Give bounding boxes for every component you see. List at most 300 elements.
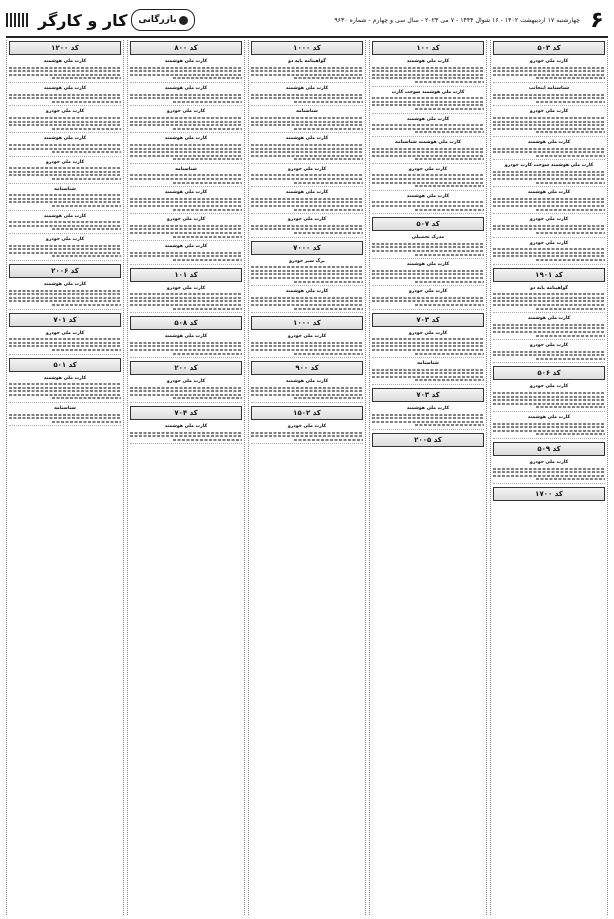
- ad-text-line: [493, 392, 605, 394]
- ad-text-line: [372, 151, 484, 153]
- ad-text-line: [130, 345, 242, 347]
- ad-text-line: [130, 144, 242, 146]
- classified-ad: [493, 139, 605, 160]
- ad-title: کارت ملی هوشمند سوخت کارت خودرو: [504, 163, 594, 169]
- ad-text-line: [251, 174, 363, 176]
- ad-text-line: [251, 387, 363, 389]
- ad-title: کارت ملی خودرو: [408, 330, 448, 336]
- ad-text-line: [372, 297, 484, 299]
- ad-text-line: [251, 74, 363, 76]
- ad-title: کارت ملی هوشمند: [406, 59, 450, 64]
- code-header: کد ۵۰۶: [493, 366, 605, 380]
- ad-title: کارت ملی هوشمند: [43, 213, 87, 219]
- code-header: کد ۱۷۰۰: [493, 487, 605, 501]
- ad-title: شناسنامه اینجانب: [528, 85, 570, 91]
- ad-text-line: [173, 77, 242, 79]
- ad-title: کارت ملی هوشمند: [164, 334, 208, 340]
- ad-text-line: [251, 349, 363, 351]
- ad-text-line: [536, 182, 605, 184]
- classified-ad: [130, 135, 242, 164]
- ad-text-line: [493, 293, 605, 295]
- ad-text-line: [173, 259, 242, 261]
- ad-text-line: [493, 255, 605, 257]
- ad-text-line: [294, 77, 363, 79]
- ad-text-line: [130, 117, 242, 119]
- ad-title: گواهینامه پایه دو: [530, 285, 568, 291]
- ad-text-line: [493, 324, 605, 326]
- column-4: [127, 40, 245, 915]
- ad-text-line: [372, 148, 484, 150]
- ad-text-line: [52, 228, 121, 230]
- ad-text-line: [415, 108, 484, 110]
- ad-text-line: [372, 342, 484, 344]
- ad-text-line: [9, 74, 121, 76]
- ad-title: کارت ملی هوشمند: [406, 193, 450, 199]
- ad-text-line: [372, 372, 484, 374]
- ad-text-line: [493, 426, 605, 428]
- ad-text-line: [415, 304, 484, 306]
- ad-text-line: [130, 228, 242, 230]
- ad-text-line: [173, 439, 242, 441]
- ad-text-line: [130, 121, 242, 123]
- ad-text-line: [173, 128, 242, 130]
- ad-text-line: [9, 252, 121, 254]
- classified-ad: [130, 85, 242, 106]
- column-5: [6, 40, 124, 915]
- ad-text-line: [536, 232, 605, 234]
- ad-text-line: [173, 209, 242, 211]
- ad-text-line: [52, 101, 121, 103]
- ad-text-line: [372, 155, 484, 157]
- ad-text-line: [173, 182, 242, 184]
- ad-text-line: [372, 77, 484, 79]
- classified-ad: [251, 85, 363, 106]
- ad-text-line: [173, 236, 242, 238]
- ad-text-line: [9, 248, 121, 250]
- classified-ad: [372, 405, 484, 430]
- ad-text-line: [536, 101, 605, 103]
- ad-title: کارت ملی خودرو: [287, 166, 327, 172]
- ad-text-line: [130, 300, 242, 302]
- classified-ad: [493, 383, 605, 412]
- ad-title: شناسنامه: [417, 361, 439, 367]
- ad-text-line: [130, 293, 242, 295]
- ad-text-line: [251, 342, 363, 344]
- ad-text-line: [173, 101, 242, 103]
- classified-ad: [9, 375, 121, 404]
- ad-text-line: [536, 433, 605, 435]
- ad-text-line: [251, 432, 363, 434]
- date-line: چهارشنبه ۱۷ اردیبهشت ۱۴۰۲ - ۱۶ شوال ۱۴۴۴ - ۷ می ۲۰۲۳ - سال سی و چهارم - شماره ۹۶۳۰: [334, 16, 580, 24]
- ad-text-line: [493, 248, 605, 250]
- code-header: کد ۱۰۰۰: [251, 316, 363, 330]
- ad-text-line: [536, 155, 605, 157]
- ad-text-line: [493, 228, 605, 230]
- ad-text-line: [9, 345, 121, 347]
- ad-title: کارت ملی هوشمند: [164, 59, 208, 64]
- ad-text-line: [415, 158, 484, 160]
- classified-ad: [251, 58, 363, 83]
- ad-text-line: [251, 97, 363, 99]
- ad-title: شناسنامه: [54, 186, 76, 192]
- ad-text-line: [493, 124, 605, 126]
- ad-text-line: [493, 396, 605, 398]
- classified-ad: [372, 166, 484, 191]
- ad-title: کارت ملی هوشمند: [406, 406, 450, 412]
- ad-text-line: [9, 290, 121, 292]
- ad-title: کارت ملی خودرو: [529, 240, 569, 246]
- classified-ad: [9, 236, 121, 261]
- ad-text-line: [130, 148, 242, 150]
- ad-title: کارت ملی خودرو: [529, 460, 569, 465]
- ad-text-line: [130, 155, 242, 157]
- ad-text-line: [9, 70, 121, 72]
- code-header: کد ۱۵۰۲: [251, 406, 363, 420]
- code-header: کد ۵۰۷: [372, 217, 484, 231]
- ad-text-line: [372, 74, 484, 76]
- ad-text-line: [294, 128, 363, 130]
- ad-text-line: [493, 351, 605, 353]
- ad-text-line: [251, 148, 363, 150]
- code-header: کد ۱۰۰: [372, 41, 484, 55]
- ad-title: کارت ملی هوشمند: [285, 85, 329, 91]
- ad-title: کارت ملی هوشمند: [527, 316, 571, 322]
- ad-text-line: [294, 101, 363, 103]
- ad-title: کارت ملی خودرو: [529, 217, 569, 223]
- ad-text-line: [52, 77, 121, 79]
- ad-title: کارت ملی هوشمند: [285, 190, 329, 196]
- classified-ad: [493, 315, 605, 340]
- classified-ad: [130, 423, 242, 444]
- ad-text-line: [9, 414, 121, 416]
- classified-ad: [251, 378, 363, 403]
- ad-text-line: [9, 124, 121, 126]
- ad-text-line: [372, 270, 484, 272]
- ad-text-line: [52, 178, 121, 180]
- ad-title: کارت ملی هوشمند: [527, 415, 571, 421]
- ad-text-line: [130, 387, 242, 389]
- ad-text-line: [130, 67, 242, 69]
- ad-text-line: [493, 399, 605, 401]
- ad-text-line: [130, 432, 242, 434]
- ad-text-line: [52, 397, 121, 399]
- classified-ad: [130, 216, 242, 241]
- ad-text-line: [251, 266, 363, 268]
- ad-title: کارت ملی هوشمند: [406, 262, 450, 268]
- ad-text-line: [130, 174, 242, 176]
- ad-title: کارت ملی هوشمند: [285, 136, 329, 142]
- ad-text-line: [372, 369, 484, 371]
- ad-text-line: [294, 353, 363, 355]
- ad-text-line: [493, 475, 605, 477]
- ad-text-line: [130, 304, 242, 306]
- page-number: ۶: [590, 7, 604, 33]
- ad-text-line: [130, 74, 242, 76]
- ad-text-line: [9, 342, 121, 344]
- ad-text-line: [372, 67, 484, 69]
- ad-text-line: [130, 225, 242, 227]
- classified-ad: [9, 330, 121, 355]
- classified-ad: [493, 240, 605, 265]
- ad-text-line: [130, 97, 242, 99]
- ad-text-line: [372, 124, 484, 126]
- ad-text-line: [372, 182, 484, 184]
- ad-text-line: [294, 439, 363, 441]
- ad-text-line: [9, 148, 121, 150]
- ad-text-line: [493, 67, 605, 69]
- classified-ad: [9, 186, 121, 211]
- classified-ad: [130, 58, 242, 83]
- ad-title: کارت ملی هوشمند: [43, 136, 87, 142]
- ad-text-line: [294, 397, 363, 399]
- ad-text-line: [415, 254, 484, 256]
- ad-title: کارت ملی خودرو: [287, 334, 327, 340]
- ad-text-line: [9, 67, 121, 69]
- classified-ad: [130, 378, 242, 403]
- code-header: کد ۱۲۰۰: [9, 41, 121, 55]
- classified-ad: [251, 258, 363, 287]
- ad-text-line: [9, 194, 121, 196]
- ad-text-line: [294, 158, 363, 160]
- ad-text-line: [130, 390, 242, 392]
- ad-text-line: [372, 201, 484, 203]
- ad-text-line: [372, 246, 484, 248]
- classified-ad: [493, 216, 605, 237]
- ad-text-line: [130, 70, 242, 72]
- ad-title: کارت ملی خودرو: [529, 109, 569, 115]
- ad-text-line: [415, 353, 484, 355]
- ad-text-line: [9, 167, 121, 169]
- ad-title: کارت ملی هوشمند: [43, 85, 87, 91]
- ad-title: کارت ملی هوشمند: [285, 289, 329, 295]
- column-2: [369, 40, 487, 915]
- ad-text-line: [536, 406, 605, 408]
- column-3: [248, 40, 366, 915]
- ad-text-line: [493, 174, 605, 176]
- ad-text-line: [9, 338, 121, 340]
- ad-text-line: [415, 209, 484, 211]
- ad-title: کارت ملی خودرو: [287, 424, 327, 430]
- ad-text-line: [251, 304, 363, 306]
- classified-ad: [493, 58, 605, 83]
- ad-text-line: [372, 421, 484, 423]
- ad-text-line: [9, 201, 121, 203]
- code-header: کد ۸۰۰: [130, 41, 242, 55]
- ad-text-line: [493, 304, 605, 306]
- ad-text-line: [251, 144, 363, 146]
- ad-text-line: [9, 300, 121, 302]
- ad-title: کارت ملی هوشمند: [164, 190, 208, 196]
- ad-text-line: [294, 209, 363, 211]
- ad-text-line: [251, 151, 363, 153]
- ad-title: کارت ملی خودرو: [529, 343, 569, 349]
- ad-text-line: [130, 342, 242, 344]
- code-header: کد ۵۰۱: [9, 358, 121, 372]
- classified-ad: [493, 342, 605, 363]
- ad-text-line: [372, 101, 484, 103]
- classified-ad: [9, 135, 121, 156]
- classified-ad: [251, 216, 363, 237]
- ad-text-line: [9, 297, 121, 299]
- classified-ad: [493, 414, 605, 439]
- ad-text-line: [493, 423, 605, 425]
- ad-title: شناسنامه: [296, 109, 318, 115]
- ad-text-line: [493, 117, 605, 119]
- classified-ad: [9, 108, 121, 133]
- ad-title: کارت ملی هوشمند: [285, 379, 329, 385]
- classified-ad: [251, 189, 363, 214]
- ad-text-line: [493, 468, 605, 470]
- newspaper-logo: [131, 9, 194, 31]
- ad-title: کارت ملی خودرو: [408, 166, 448, 172]
- ad-text-line: [9, 121, 121, 123]
- ad-text-line: [130, 232, 242, 234]
- ad-text-line: [372, 205, 484, 207]
- classified-ad: [493, 162, 605, 187]
- ad-text-line: [130, 435, 242, 437]
- ad-title: کارت ملی هوشمند: [43, 59, 87, 64]
- ad-text-line: [9, 174, 121, 176]
- ad-text-line: [52, 205, 121, 207]
- classified-ad: [251, 135, 363, 164]
- code-header: کد ۱۹۰۱: [493, 268, 605, 282]
- ad-text-line: [493, 201, 605, 203]
- code-header: کد ۷۰۳: [372, 388, 484, 402]
- ad-text-line: [9, 171, 121, 173]
- classified-ad: [9, 159, 121, 184]
- ad-text-line: [130, 255, 242, 257]
- code-header: کد ۷۰۳: [372, 313, 484, 327]
- ad-text-line: [493, 205, 605, 207]
- ad-text-line: [493, 354, 605, 356]
- ad-title: کارت ملی هوشمند: [43, 375, 87, 381]
- ad-text-line: [372, 338, 484, 340]
- ad-text-line: [415, 81, 484, 83]
- ad-title: کارت ملی خودرو: [408, 289, 448, 295]
- ad-title: کارت ملی هوشمند: [164, 85, 208, 91]
- ad-text-line: [130, 94, 242, 96]
- ad-text-line: [536, 478, 605, 480]
- ad-text-line: [372, 417, 484, 419]
- ad-text-line: [173, 308, 242, 310]
- classified-ad: [130, 285, 242, 314]
- classified-ad: [372, 193, 484, 214]
- classified-ad: [372, 58, 484, 87]
- ad-text-line: [372, 277, 484, 279]
- logo-mark-icon: [179, 16, 188, 25]
- ad-text-line: [9, 293, 121, 295]
- ad-title: کارت ملی خودرو: [166, 109, 206, 115]
- classified-ad: [9, 213, 121, 234]
- ad-title: کارت ملی هوشمند سوخت کارت: [391, 89, 465, 95]
- classified-ad: [372, 234, 484, 259]
- ad-title: کارت ملی هوشمند: [164, 424, 208, 430]
- ad-text-line: [173, 158, 242, 160]
- classified-ad: [493, 459, 605, 484]
- ad-text-line: [9, 198, 121, 200]
- ad-text-line: [251, 201, 363, 203]
- ad-title: کارت ملی هوشمند: [164, 136, 208, 142]
- ad-text-line: [251, 225, 363, 227]
- code-header: کد ۷۰۴: [130, 406, 242, 420]
- ad-title: کارت ملی خودرو: [166, 285, 206, 291]
- ad-text-line: [372, 273, 484, 275]
- classified-ad: [251, 108, 363, 133]
- ad-text-line: [251, 394, 363, 396]
- ad-text-line: [536, 358, 605, 360]
- classified-ad: [372, 116, 484, 137]
- code-header: کد ۱۰۰۰: [251, 41, 363, 55]
- ad-text-line: [493, 331, 605, 333]
- ad-text-line: [130, 252, 242, 254]
- classified-ad: [9, 58, 121, 83]
- ad-text-line: [493, 430, 605, 432]
- classified-ad: [372, 330, 484, 359]
- ad-text-line: [130, 151, 242, 153]
- ad-text-line: [493, 94, 605, 96]
- ad-title: کارت ملی هوشمند: [527, 139, 571, 145]
- ad-text-line: [493, 178, 605, 180]
- code-header: کد ۵۰۸: [130, 316, 242, 330]
- ad-text-line: [251, 277, 363, 279]
- page-header: [6, 4, 608, 38]
- ad-text-line: [536, 209, 605, 211]
- classified-ad: [372, 261, 484, 286]
- ad-text-line: [493, 297, 605, 299]
- ad-title: کارت ملی هوشمند: [406, 116, 450, 122]
- section-title: کار و کارگر: [38, 10, 128, 30]
- ad-text-line: [251, 178, 363, 180]
- ad-text-line: [130, 178, 242, 180]
- ad-title: مدرک تحصیلی: [411, 235, 445, 241]
- ad-title: کارت ملی خودرو: [166, 379, 206, 385]
- ad-text-line: [536, 131, 605, 133]
- ad-text-line: [536, 259, 605, 261]
- ad-text-line: [52, 151, 121, 153]
- ad-text-line: [493, 403, 605, 405]
- ad-text-line: [294, 232, 363, 234]
- ad-text-line: [493, 225, 605, 227]
- ad-title: شناسنامه: [54, 406, 76, 412]
- ad-text-line: [130, 205, 242, 207]
- code-header: کد ۵۰۹: [493, 442, 605, 456]
- ad-text-line: [493, 121, 605, 123]
- classified-ad: [130, 108, 242, 133]
- ad-text-line: [130, 394, 242, 396]
- ad-text-line: [52, 421, 121, 423]
- classified-ad: [9, 405, 121, 426]
- code-header: کد ۲۰۰: [130, 361, 242, 375]
- classified-ad: [372, 360, 484, 385]
- classified-ad: [493, 189, 605, 214]
- ad-text-line: [372, 174, 484, 176]
- ad-text-line: [9, 221, 121, 223]
- ad-text-line: [130, 124, 242, 126]
- ad-text-line: [251, 228, 363, 230]
- ad-text-line: [52, 128, 121, 130]
- ad-text-line: [9, 394, 121, 396]
- logo-text: بازرگانی: [138, 15, 177, 25]
- ad-text-line: [9, 245, 121, 247]
- ad-text-line: [9, 417, 121, 419]
- ad-text-line: [493, 252, 605, 254]
- classified-ad: [493, 108, 605, 137]
- ad-text-line: [372, 178, 484, 180]
- column-1: [490, 40, 608, 915]
- ad-title: برگ سبز خودرو: [289, 258, 325, 264]
- ad-text-line: [251, 270, 363, 272]
- ad-text-line: [9, 383, 121, 385]
